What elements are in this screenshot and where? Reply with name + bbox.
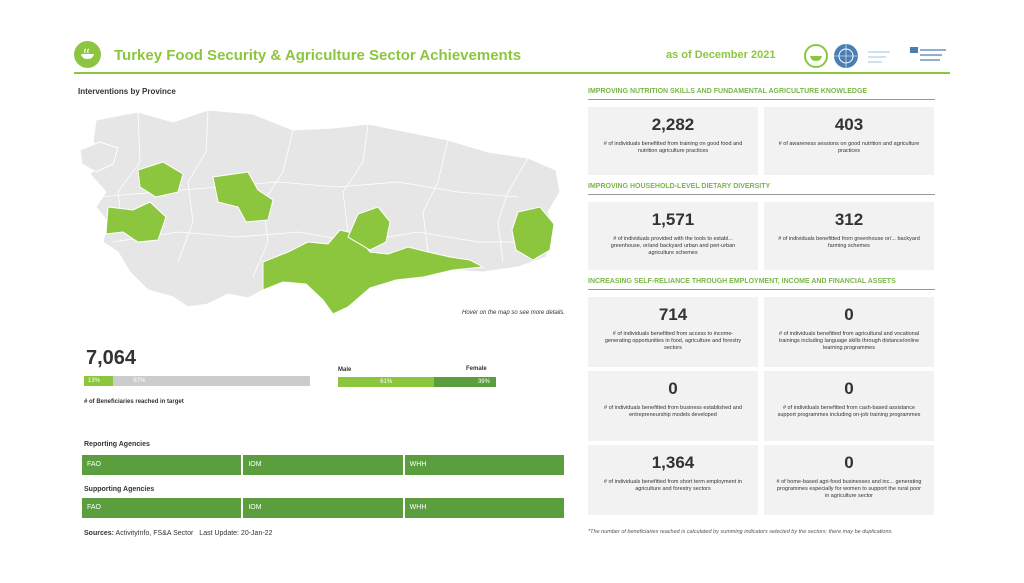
kpi-card	[588, 107, 758, 175]
kpi-value: 0	[668, 379, 678, 398]
kpi-card	[588, 202, 758, 270]
gender-split-bar	[338, 377, 496, 387]
male-label: Male	[338, 367, 352, 373]
reporting-agencies-label: Reporting Agencies	[84, 441, 150, 448]
female-segment: 39%	[434, 377, 496, 387]
section-heading-self-reliance: INCREASING SELF-RELIANCE THROUGH EMPLOYMENT, INCOME AND FINANCIAL ASSETS	[588, 278, 935, 290]
kpi-description: # of awareness sessions on good nutrition and agriculture practices	[778, 141, 920, 154]
kpi-description: # of individuals benefitted from greenhouse or/... backyard farming schemes	[778, 236, 920, 249]
supporting-agency-whh: WHH	[405, 498, 564, 518]
kpi-value: 0	[844, 379, 854, 398]
kpi-description: # of individuals benefitted from training on good food and nutrition agriculture practices	[603, 141, 743, 154]
kpi-value: 2,282	[651, 115, 695, 134]
male-segment: 61%	[338, 377, 434, 387]
province-map[interactable]	[78, 102, 572, 322]
sources-line	[84, 530, 272, 537]
reporting-agency-fao: FAO	[82, 455, 241, 475]
kpi-value: 403	[834, 115, 864, 134]
kpi-value: 312	[834, 210, 864, 229]
duplication-footnote: *The number of beneficiaries reached is calculated by summing indicators selected by the sectors; there may be duplications.	[588, 529, 893, 535]
kpi-value: 0	[844, 305, 854, 324]
sources-value: ActivityInfo, FS&A Sector	[115, 530, 194, 537]
reporting-agency-iom: IOM	[243, 455, 402, 475]
female-label: Female	[466, 366, 487, 372]
kpi-card	[764, 202, 934, 270]
page-title: Turkey Food Security & Agriculture Sector Achievements	[114, 47, 522, 64]
sources-label: Sources:	[84, 530, 114, 537]
as-of-date: as of December 2021	[666, 49, 776, 61]
kpi-value: 1,364	[651, 453, 695, 472]
kpi-card	[764, 371, 934, 441]
beneficiaries-total: 7,064	[86, 347, 137, 369]
kpi-description: # of individuals provided with the tools to establ... greenhouse, or/and backyard urban and peri-urban agriculture schemes	[610, 236, 736, 256]
kpi-card	[588, 297, 758, 367]
kpi-value: 0	[844, 453, 854, 472]
food-sector-logo-icon	[74, 41, 101, 68]
section-heading-nutrition: IMPROVING NUTRITION SKILLS AND FUNDAMENTAL AGRICULTURE KNOWLEDGE	[588, 88, 935, 100]
kpi-value: 714	[658, 305, 688, 324]
last-update: Last Update: 20-Jan-22	[199, 530, 273, 537]
supporting-agency-fao: FAO	[82, 498, 241, 518]
kpi-value: 1,571	[651, 210, 695, 229]
target-reached-segment: 13%	[84, 376, 113, 386]
supporting-agency-iom: IOM	[243, 498, 402, 518]
target-progress-bar	[84, 376, 310, 386]
kpi-card	[588, 371, 758, 441]
kpi-description: # of individuals benefitted from short term employment in agriculture and forestry sectors	[603, 479, 743, 492]
beneficiaries-target-label: # of Beneficiaries reached in target	[84, 399, 184, 405]
partner-logos-icon	[802, 42, 952, 70]
kpi-card	[764, 297, 934, 367]
map-hover-note: Hover on the map so see more details.	[462, 310, 566, 316]
kpi-description: # of home-based agri-food businesses and inc... generating programmes especially for women to support the rural poor in agriculture sector	[776, 479, 922, 499]
kpi-description: # of individuals benefitted from agricultural and vocational trainings including language skills through distance/online learning programmes	[778, 331, 920, 351]
section-heading-dietary: IMPROVING HOUSEHOLD-LEVEL DIETARY DIVERSITY	[588, 183, 935, 195]
target-remaining-segment: 87%	[113, 376, 310, 386]
supporting-agencies-row	[82, 498, 564, 518]
kpi-description: # of individuals benefitted from business established and entrepreneurship models developed	[604, 405, 742, 418]
kpi-description: # of individuals benefitted from access to income-generating opportunities in food, agriculture and forestry sectors	[604, 331, 742, 351]
kpi-card	[764, 445, 934, 515]
reporting-agencies-row	[82, 455, 564, 475]
supporting-agencies-label: Supporting Agencies	[84, 486, 155, 493]
kpi-card	[588, 445, 758, 515]
kpi-card	[764, 107, 934, 175]
kpi-description: # of individuals benefitted from cash-based assistance support programmes including on-job training programmes	[777, 405, 921, 418]
map-label: Interventions by Province	[78, 87, 176, 96]
dashboard-header	[74, 40, 950, 74]
reporting-agency-whh: WHH	[405, 455, 564, 475]
